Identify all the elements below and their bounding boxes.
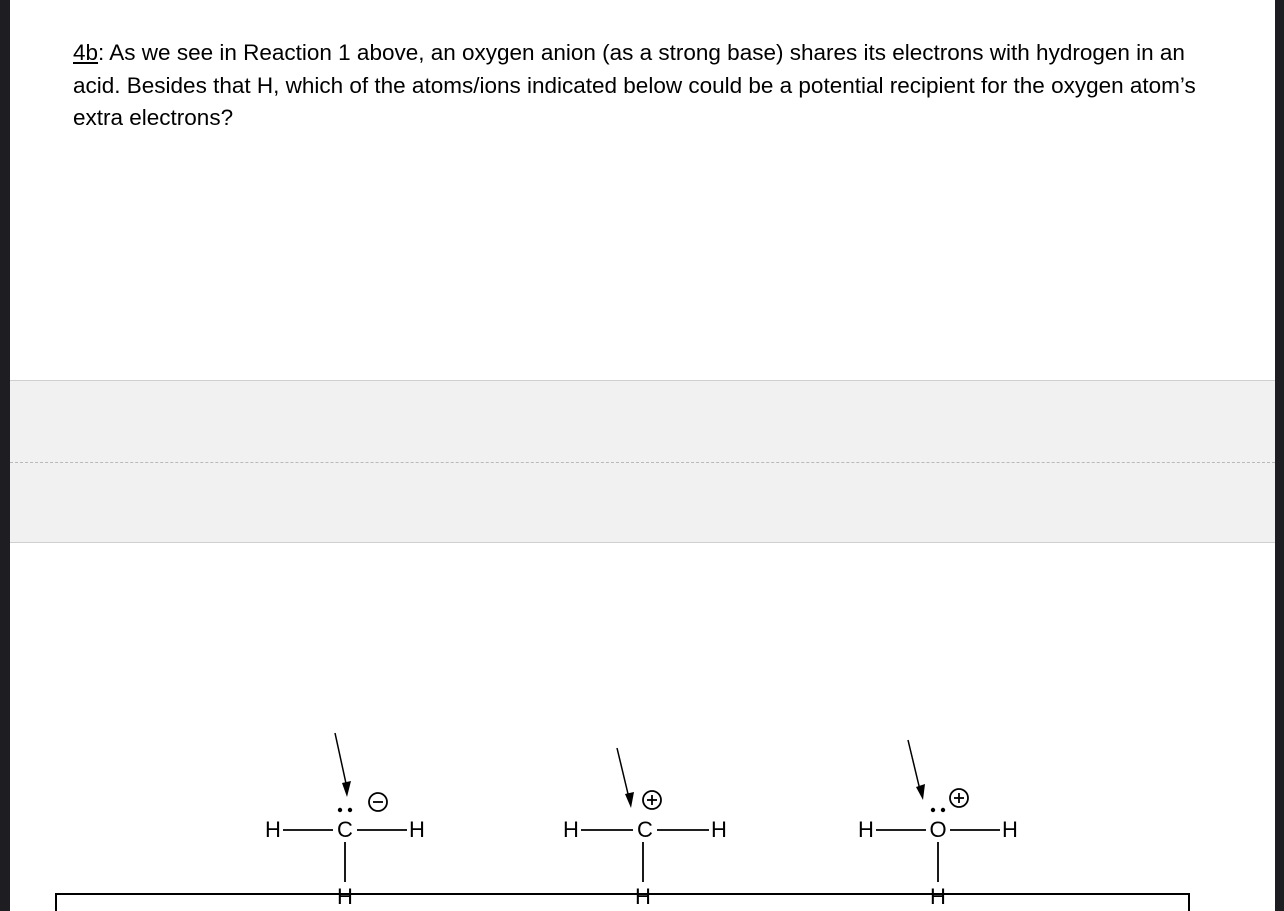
atom-h-bottom: H <box>930 884 946 909</box>
atom-h-right: H <box>711 817 727 842</box>
question-body: : As we see in Reaction 1 above, an oxygen anion (as a strong base) shares its electrons with hydrogen in an acid. Besides that H, which of the atoms/ions indicated below could be a potential recipient for the oxygen atom’s extra electrons? <box>73 40 1196 130</box>
atom-h-bottom: H <box>337 884 353 909</box>
molecule-bonds-svg <box>255 720 515 911</box>
atom-h-left: H <box>563 817 579 842</box>
atom-h-bottom: H <box>635 884 651 909</box>
page-break-dashed-line <box>10 462 1275 463</box>
atom-h-left: H <box>858 817 874 842</box>
molecule-oxonium[interactable] <box>848 720 1108 911</box>
molecule-carbocation[interactable] <box>553 720 813 911</box>
atom-h-right: H <box>1002 817 1018 842</box>
answer-box[interactable] <box>55 893 1190 911</box>
molecule-bonds-svg <box>848 720 1108 911</box>
document-page <box>10 0 1275 911</box>
atom-center: O <box>929 817 947 842</box>
molecule-carbanion[interactable] <box>255 720 515 911</box>
question-text-block <box>73 37 1223 135</box>
page-break-separator <box>10 380 1275 543</box>
question-number: 4b <box>73 40 99 65</box>
molecule-bonds-svg <box>553 720 813 911</box>
atom-center: C <box>337 817 353 842</box>
atom-center: C <box>637 817 653 842</box>
atom-h-right: H <box>409 817 425 842</box>
window-edge <box>1275 380 1284 543</box>
atom-h-left: H <box>265 817 281 842</box>
